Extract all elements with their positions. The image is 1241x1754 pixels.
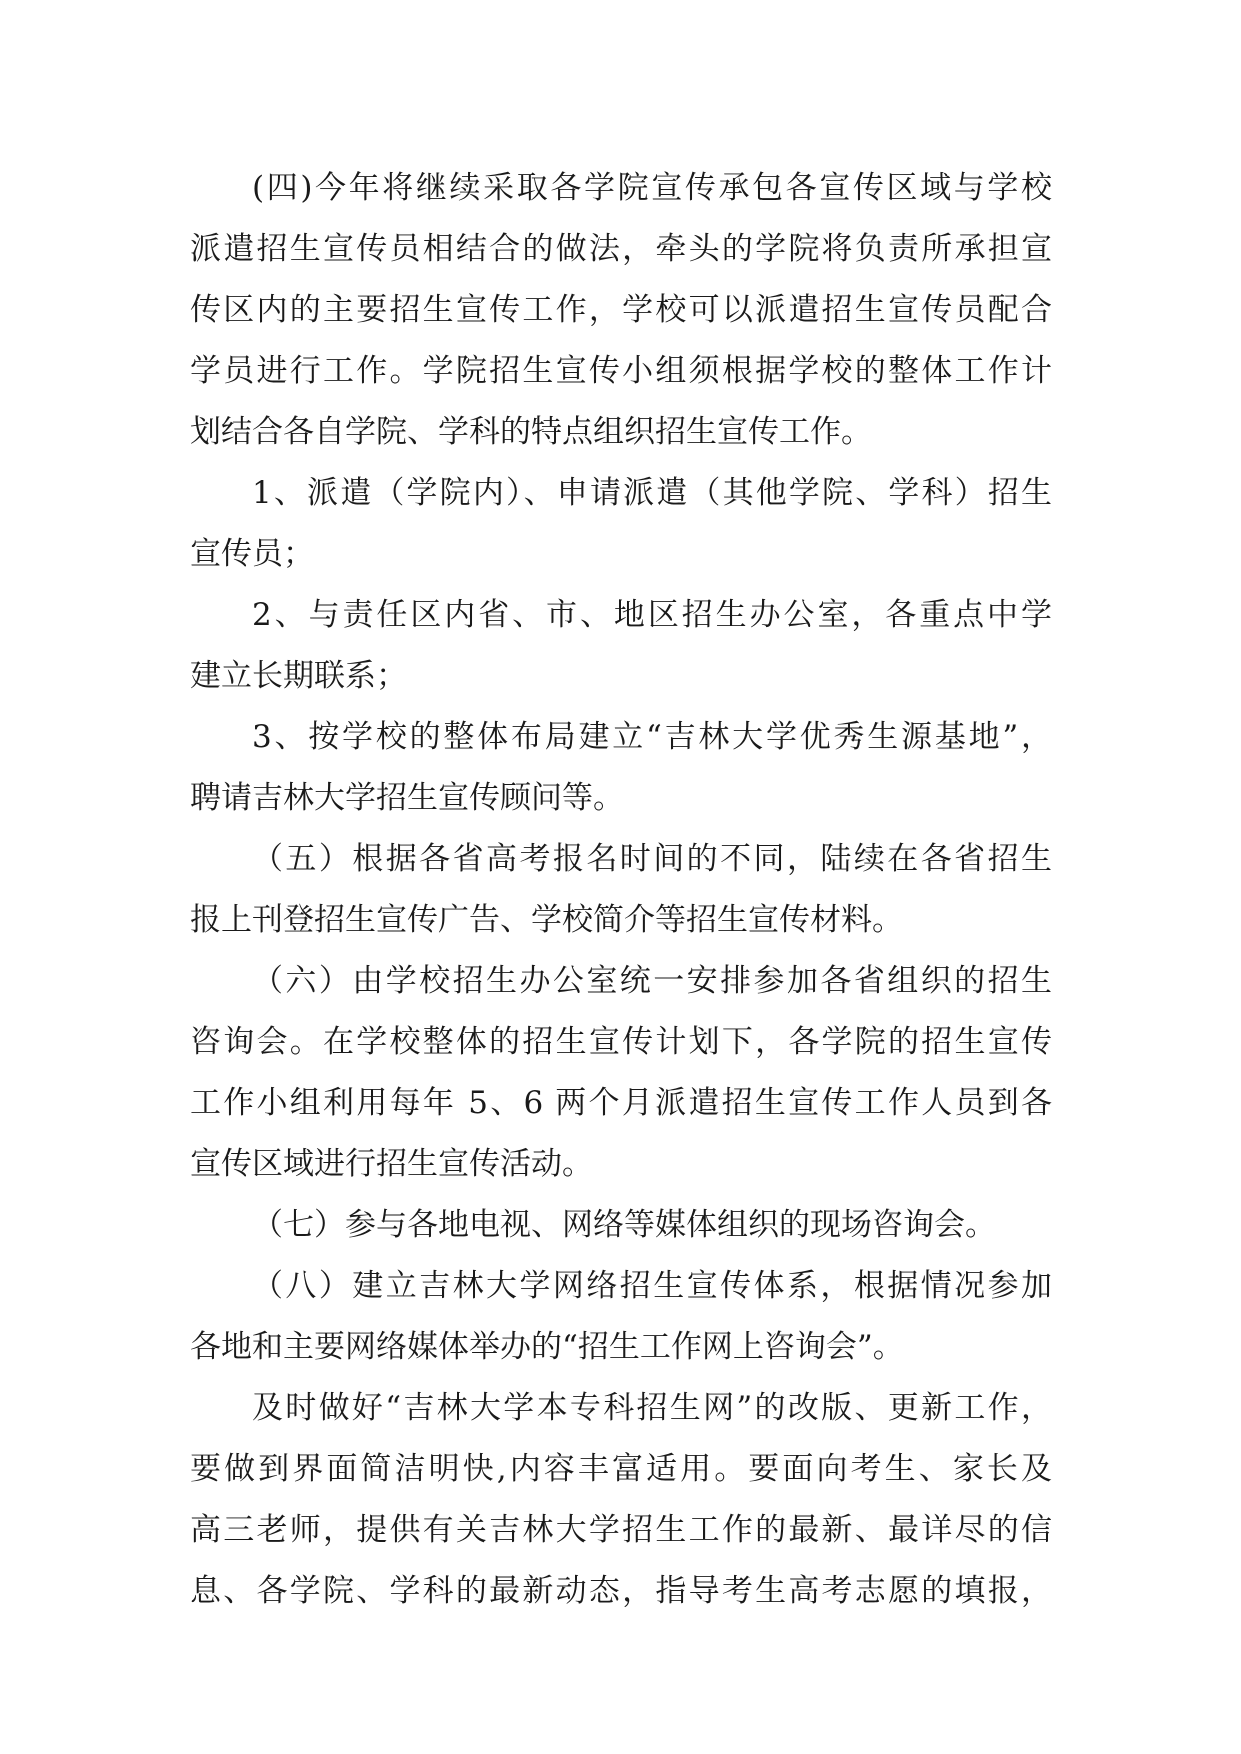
text-line: 工作小组利用每年 5、6 两个月派遣招生宣传工作人员到各 xyxy=(190,1085,1052,1121)
text-line: （七）参与各地电视、网络等媒体组织的现场咨询会。 xyxy=(252,1207,996,1243)
text-line: 建立长期联系； xyxy=(190,658,407,694)
text-line: 宣传员； xyxy=(190,536,314,572)
text-line: 息、各学院、学科的最新动态，指导考生高考志愿的填报， xyxy=(190,1573,1052,1609)
text-line: 宣传区域进行招生宣传活动。 xyxy=(190,1146,593,1182)
text-line: （六）由学校招生办公室统一安排参加各省组织的招生 xyxy=(252,963,1052,999)
text-line: 学员进行工作。学院招生宣传小组须根据学校的整体工作计 xyxy=(190,353,1052,389)
paragraph-section-5 xyxy=(190,829,1052,951)
text-line: 聘请吉林大学招生宣传顾问等。 xyxy=(190,780,624,816)
paragraph-item-2 xyxy=(190,585,1052,707)
text-line: 高三老师，提供有关吉林大学招生工作的最新、最详尽的信 xyxy=(190,1512,1052,1548)
text-line: （八）建立吉林大学网络招生宣传体系，根据情况参加 xyxy=(252,1268,1052,1304)
text-line: 1、派遣（学院内）、申请派遣（其他学院、学科）招生 xyxy=(252,475,1052,511)
text-line: 2、与责任区内省、市、地区招生办公室，各重点中学 xyxy=(252,597,1052,633)
document-body xyxy=(190,158,1052,1622)
text-line: 派遣招生宣传员相结合的做法，牵头的学院将负责所承担宣 xyxy=(190,231,1052,267)
paragraph-section-4 xyxy=(190,158,1052,463)
paragraph-item-1 xyxy=(190,463,1052,585)
text-line: 传区内的主要招生宣传工作，学校可以派遣招生宣传员配合 xyxy=(190,292,1052,328)
text-line: 报上刊登招生宣传广告、学校简介等招生宣传材料。 xyxy=(190,902,903,938)
text-line: 划结合各自学院、学科的特点组织招生宣传工作。 xyxy=(190,414,872,450)
text-line: 3、按学校的整体布局建立“吉林大学优秀生源基地”， xyxy=(252,719,1052,755)
paragraph-section-6 xyxy=(190,951,1052,1195)
text-line: 及时做好“吉林大学本专科招生网”的改版、更新工作， xyxy=(252,1390,1052,1426)
text-line: 要做到界面简洁明快,内容丰富适用。要面向考生、家长及 xyxy=(190,1451,1052,1487)
text-line: （五）根据各省高考报名时间的不同，陆续在各省招生 xyxy=(252,841,1052,877)
paragraph-section-8 xyxy=(190,1256,1052,1378)
paragraph-section-7 xyxy=(190,1195,1052,1256)
paragraph-website xyxy=(190,1378,1052,1622)
text-line: 各地和主要网络媒体举办的“招生工作网上咨询会”。 xyxy=(190,1329,904,1365)
text-line: (四)今年将继续采取各学院宣传承包各宣传区域与学校 xyxy=(252,170,1052,206)
text-line: 咨询会。在学校整体的招生宣传计划下，各学院的招生宣传 xyxy=(190,1024,1052,1060)
paragraph-item-3 xyxy=(190,707,1052,829)
